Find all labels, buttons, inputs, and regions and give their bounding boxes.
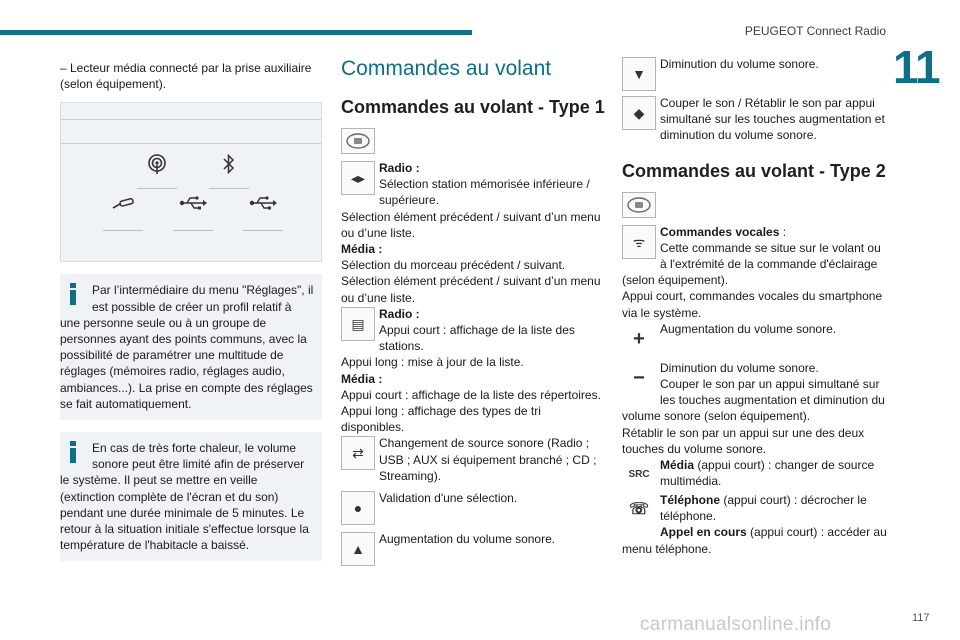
section-title: Commandes au volant	[341, 57, 552, 80]
plus-icon: +	[633, 327, 645, 350]
list-item: ◆ Couper le son / Rétablir le son par appui simultané sur les touches augmentation et diminution du volume sonore.	[622, 95, 888, 144]
list-item: − Diminution du volume sonore. Couper le son par un appui simultané sur les touches augmentation et diminution du volume sonore (selon équipement). Rétablir le son par un appui sur une des deux touches du volume sonore.	[622, 360, 885, 456]
list-item: SRC Média (appui court) : changer de source multimédia.	[622, 457, 888, 492]
usb-icon	[243, 195, 283, 231]
info-box-heat: En cas de très forte chaleur, le volume sonore peut être limité afin de préserver le système. Il peut se mettre en veille (extinction complète de l'écran et du son) pendant une durée minimale de 5 minutes. Le retour à la situation initiale s'effectue lorsque la température de l'habitacle a baissé.	[60, 432, 322, 561]
info-box-profiles: Par l’intermédiaire du menu "Réglages", il est possible de créer un profil relatif à une personne seule ou à un groupe de personnes ayant des points communs, avec la possibilité de paramétrer une multitude de réglages (mémoires radio, réglages audio, ambiances...). La prise en compte des réglages se fait automatiquement.	[60, 274, 322, 420]
info-icon	[70, 283, 76, 305]
steering-wheel-icon	[622, 192, 656, 218]
list-item: ☏ Téléphone (appui court) : décrocher le téléphone. Appel en cours (appui court) : accéder au menu téléphone.	[622, 493, 887, 556]
wireless-icon	[137, 153, 177, 189]
steering-control-icon: ▲	[341, 532, 375, 566]
list-item: ▼ Diminution du volume sonore.	[622, 56, 888, 91]
list-item: – Lecteur média connecté par la prise auxiliaire (selon équipement).	[60, 61, 312, 92]
header-accent-bar	[0, 30, 472, 35]
aux-jack-icon	[103, 195, 143, 231]
steering-control-icon: ●	[341, 491, 375, 525]
page-number: 117	[912, 612, 930, 624]
chapter-number: 11	[893, 41, 940, 93]
steering-control-icon: ▼	[622, 57, 656, 91]
subsection-title-type2: Commandes au volant - Type 2	[622, 160, 886, 181]
column-middle	[341, 56, 605, 566]
src-icon: SRC	[628, 468, 650, 480]
minus-icon: −	[633, 366, 645, 389]
steering-control-icon: ◆	[622, 96, 656, 130]
steering-control-icon: ▤	[341, 307, 375, 341]
subsection-title-type1: Commandes au volant - Type 1	[341, 97, 605, 117]
list-item: ⇄ Changement de source sonore (Radio ; USB ; AUX si équipement branché ; CD ; Streaming).	[341, 435, 605, 484]
list-item: ● Validation d'une sélection.	[341, 490, 605, 525]
list-item: ᯤ Commandes vocales : Cette commande se situe sur le volant ou à l'extrémité de la commande d'éclairage (selon équipement). Appui court, commandes vocales du smartphone via le système.	[622, 224, 883, 320]
voice-command-icon: ᯤ	[622, 225, 656, 259]
media-ports-illustration	[60, 102, 322, 262]
steering-wheel-icon	[341, 128, 375, 154]
phone-icon: ☏	[628, 500, 649, 518]
watermark: carmanualsonline.info	[640, 614, 832, 635]
list-item: ▲ Augmentation du volume sonore.	[341, 531, 605, 566]
steering-control-icon: ◂▸	[341, 161, 375, 195]
steering-control-icon: ⇄	[341, 436, 375, 470]
list-item: ◂▸ Radio : Sélection station mémorisée inférieure / supérieure. Sélection élément précédent / suivant d’un menu ou d’une liste. Média : Sélection du morceau précédent / suivant. Sélection élément précédent / suivant d’un menu ou d’une liste.	[341, 161, 601, 305]
column-left	[60, 60, 322, 561]
info-icon	[70, 441, 76, 463]
bluetooth-icon	[209, 153, 249, 189]
column-right	[622, 56, 888, 557]
usb-icon	[173, 195, 213, 231]
header-title: PEUGEOT Connect Radio	[744, 24, 886, 38]
list-item: ▤ Radio : Appui court : affichage de la liste des stations. Appui long : mise à jour de la liste. Média : Appui court : affichage de la liste des répertoires. Appui long : affichage des types de tri disponibles.	[341, 306, 601, 435]
list-item: + Augmentation du volume sonore.	[622, 321, 888, 356]
